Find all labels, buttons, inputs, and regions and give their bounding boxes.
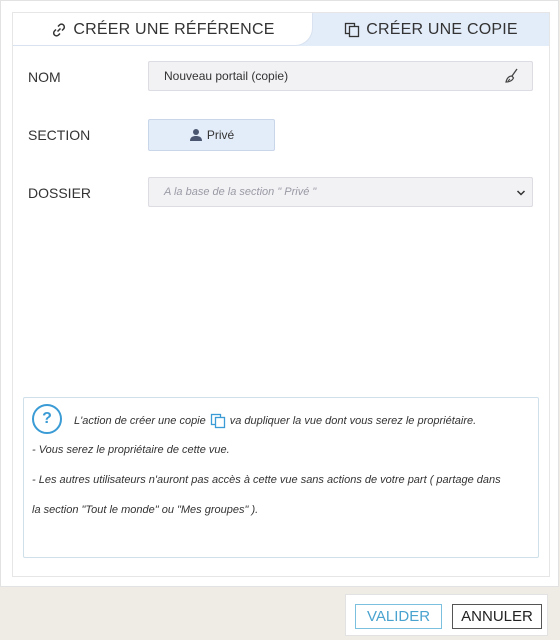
link-icon [51, 22, 67, 38]
copy-icon [210, 413, 226, 429]
section-value: Privé [206, 128, 235, 142]
tab-copy-label: CRÉER UNE COPIE [366, 20, 518, 38]
name-field[interactable] [148, 61, 533, 91]
help-line-3: - Les autres utilisateurs n'auront pas accès à cette vue sans actions de votre part ( partage dans [32, 474, 501, 486]
folder-label: DOSSIER [28, 185, 92, 201]
user-icon [189, 128, 203, 142]
tab-bar [13, 13, 549, 46]
help-line-1 [74, 413, 476, 429]
help-line-4: la section "Tout le monde" ou "Mes groupes" ). [32, 504, 259, 516]
folder-placeholder: A la base de la section " Privé " [164, 186, 317, 198]
chevron-down-icon [516, 188, 526, 201]
cancel-button[interactable]: ANNULER [452, 604, 542, 629]
dialog-panel [12, 12, 550, 577]
folder-select[interactable] [148, 177, 533, 207]
help-line-1-after: va dupliquer la vue dont vous serez le propriétaire. [229, 415, 477, 427]
question-icon: ? [32, 404, 62, 434]
tab-create-copy[interactable] [313, 13, 549, 46]
section-private-button[interactable] [148, 119, 275, 151]
tab-create-reference[interactable] [13, 13, 313, 46]
name-label: NOM [28, 69, 61, 85]
section-label: SECTION [28, 127, 91, 143]
validate-button[interactable]: VALIDER [355, 604, 442, 629]
help-line-1-before: L'action de créer une copie [74, 415, 206, 427]
tab-reference-label: CRÉER UNE RÉFÉRENCE [73, 20, 275, 38]
copy-icon [344, 22, 360, 38]
brush-icon[interactable] [504, 68, 520, 87]
name-value: Nouveau portail (copie) [164, 69, 289, 83]
dialog-footer [345, 594, 548, 636]
help-box [23, 397, 539, 558]
help-line-2: - Vous serez le propriétaire de cette vue. [32, 444, 230, 456]
